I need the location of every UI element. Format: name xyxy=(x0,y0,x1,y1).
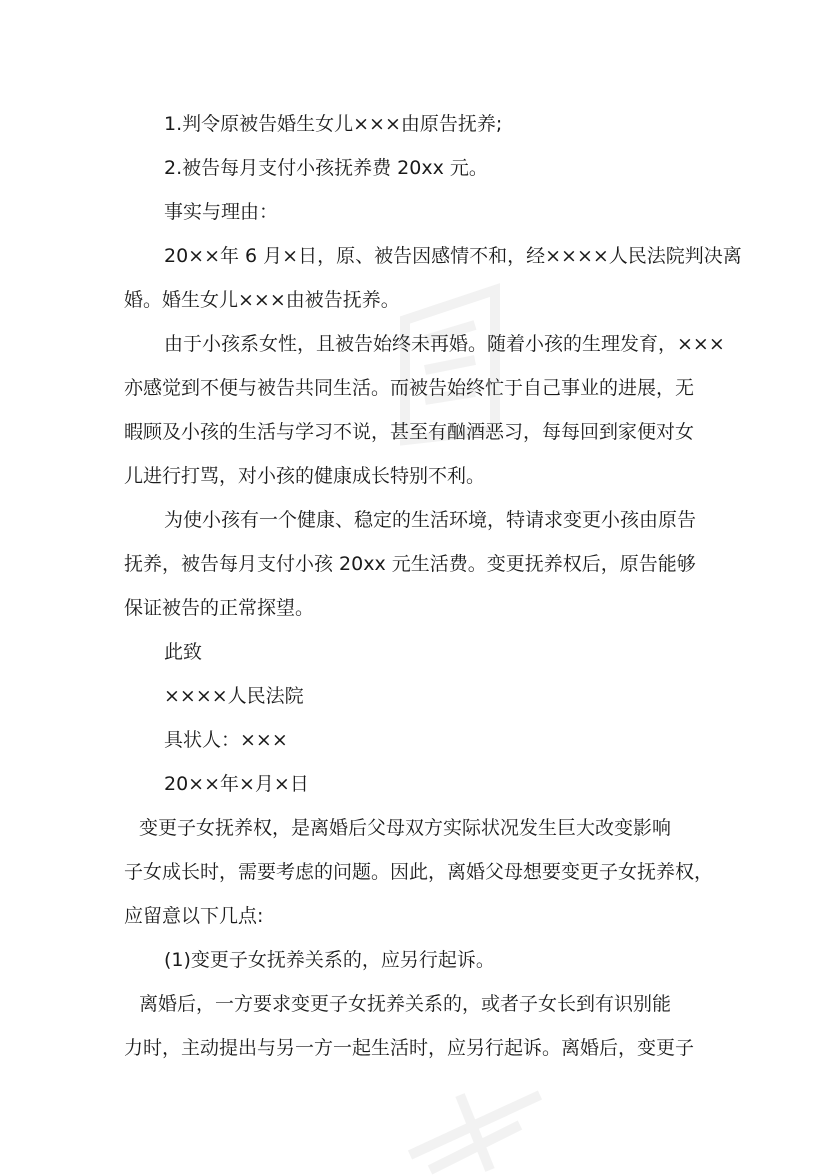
paragraph-line: 保证被告的正常探望。 xyxy=(124,597,315,619)
watermark-logo-bottom xyxy=(400,1075,550,1175)
paragraph-line: 应留意以下几点: xyxy=(124,905,264,927)
paragraph-line: 为使小孩有一个健康、稳定的生活环境，特请求变更小孩由原告 xyxy=(164,509,697,531)
petitioner-signature: 具状人：××× xyxy=(164,729,288,751)
section-heading-facts: 事实与理由： xyxy=(164,201,279,223)
claim-item-2: 2.被告每月支付小孩抚养费 20xx 元。 xyxy=(164,157,488,179)
subheading: (1)变更子女抚养关系的，应另行起诉。 xyxy=(164,949,495,971)
paragraph-line: 子女成长时，需要考虑的问题。因此，离婚父母想要变更子女抚养权， xyxy=(124,861,714,883)
paragraph-line: 暇顾及小孩的生活与学习不说，甚至有酗酒恶习，每每回到家便对女 xyxy=(124,421,695,443)
paragraph-line: 儿进行打骂，对小孩的健康成长特别不利。 xyxy=(124,465,486,487)
paragraph-line: 力时，主动提出与另一方一起生活时，应另行起诉。离婚后，变更子 xyxy=(124,1037,695,1059)
document-date: 20××年×月×日 xyxy=(164,773,309,795)
paragraph-line: 抚养，被告每月支付小孩 20xx 元生活费。变更抚养权后，原告能够 xyxy=(124,553,696,575)
closing-salutation: 此致 xyxy=(164,641,203,663)
paragraph-line: 由于小孩系女性，且被告始终未再婚。随着小孩的生理发育，××× xyxy=(164,333,725,355)
paragraph-line: 离婚后，一方要求变更子女抚养关系的，或者子女长到有识别能 xyxy=(139,993,672,1015)
paragraph-line: 20××年 6 月×日，原、被告因感情不和，经××××人民法院判决离 xyxy=(164,245,742,267)
paragraph-line: 变更子女抚养权，是离婚后父母双方实际状况发生巨大改变影响 xyxy=(139,817,672,839)
paragraph-line: 婚。婚生女儿×××由被告抚养。 xyxy=(124,289,400,311)
claim-item-1: 1.判令原被告婚生女儿×××由原告抚养; xyxy=(164,113,503,135)
court-name: ××××人民法院 xyxy=(164,685,304,707)
paragraph-line: 亦感觉到不便与被告共同生活。而被告始终忙于自己事业的进展，无 xyxy=(124,377,695,399)
